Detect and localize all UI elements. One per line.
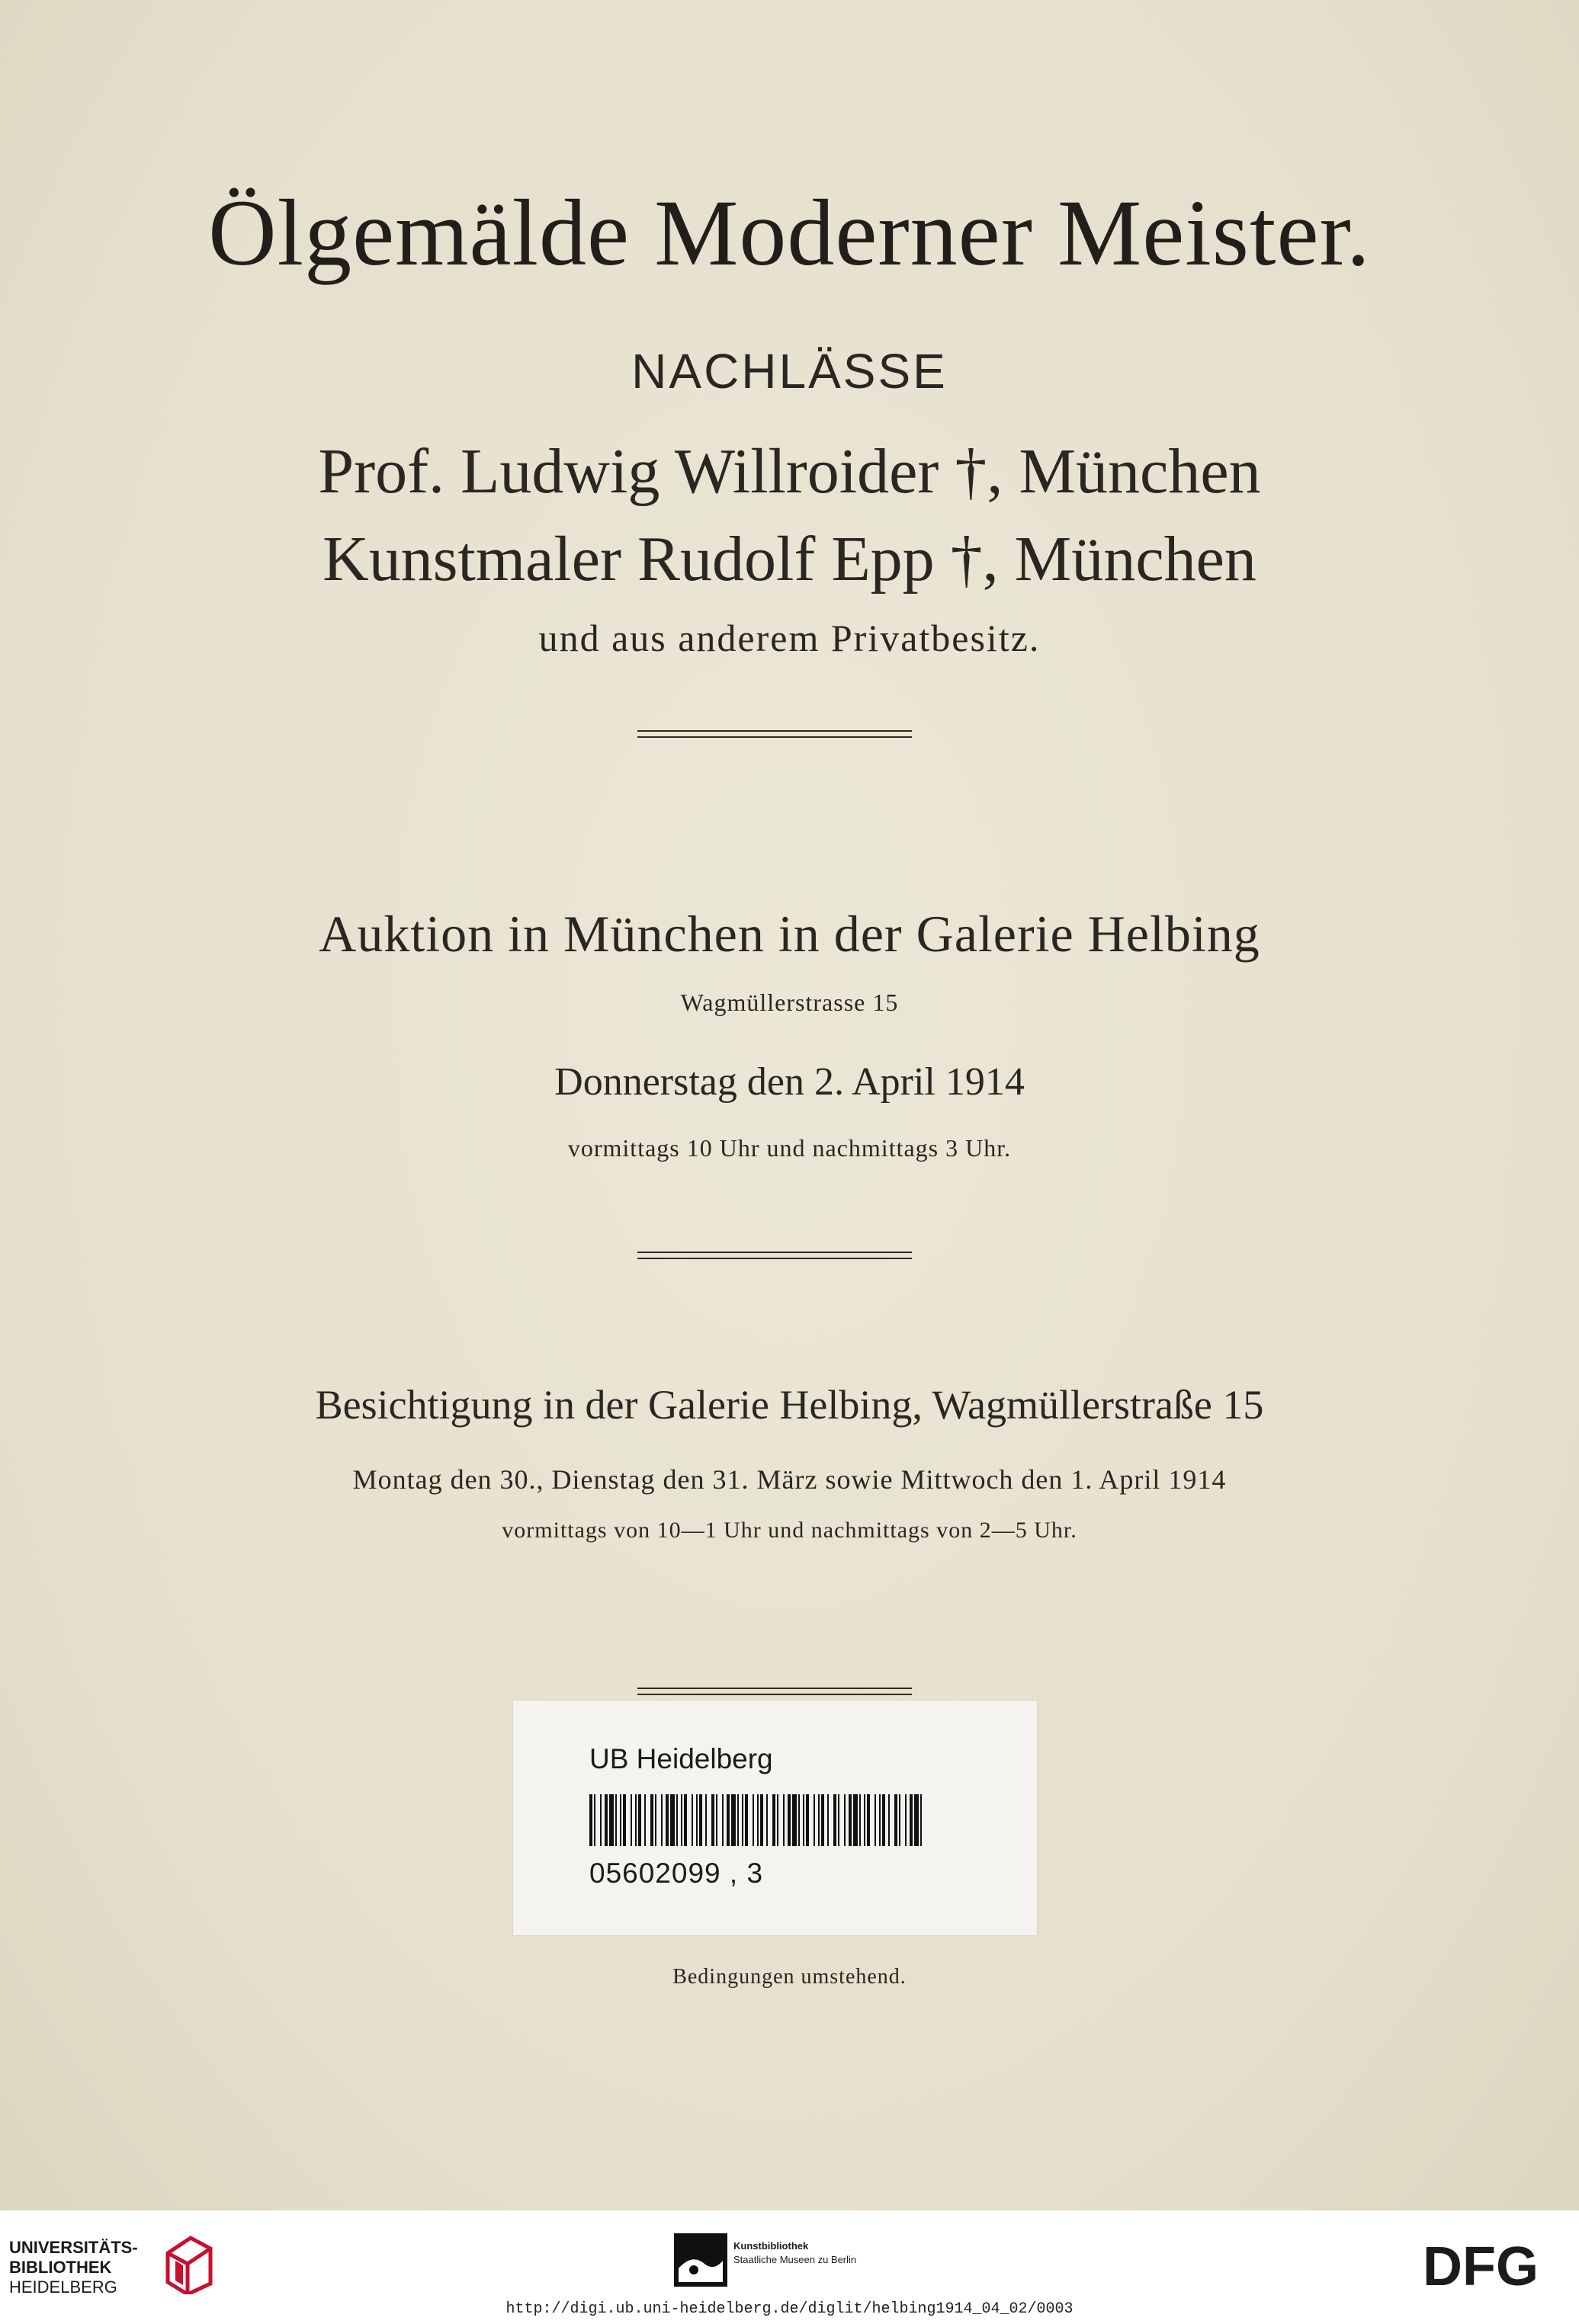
- barcode-bar: [692, 1794, 693, 1846]
- barcode-bar: [792, 1794, 797, 1846]
- barcode-bar: [888, 1794, 890, 1846]
- barcode-bar: [864, 1794, 865, 1846]
- other-sources-line: und aus anderem Privatbesitz.: [538, 617, 1041, 659]
- barcode-bar: [644, 1794, 646, 1846]
- barcode-bar: [821, 1794, 824, 1846]
- barcode-bar: [859, 1794, 861, 1846]
- double-rule-divider: [637, 1688, 912, 1698]
- barcode-bar: [650, 1794, 653, 1846]
- barcode-bar: [716, 1794, 717, 1846]
- barcode-bar: [844, 1794, 846, 1846]
- barcode-bar: [745, 1794, 748, 1846]
- viewing-times: vormittags von 10—1 Uhr und nachmittags von 2—5 Uhr.: [502, 1518, 1077, 1543]
- barcode-bar: [742, 1794, 743, 1846]
- barcode-bar: [722, 1794, 724, 1846]
- barcode-bar: [849, 1794, 852, 1846]
- kb-line-2: Staatliche Museen zu Berlin: [733, 2254, 857, 2265]
- conditions-note: Bedingungen umstehend.: [672, 1965, 907, 1989]
- catalog-subtitle: NACHLÄSSE: [631, 344, 948, 399]
- double-rule-divider: [637, 1252, 912, 1262]
- barcode-bar: [757, 1794, 759, 1846]
- kunstbibliothek-wordmark: [733, 2239, 856, 2267]
- barcode-bar: [803, 1794, 804, 1846]
- barcode-bar: [681, 1794, 682, 1846]
- barcode-bar: [894, 1794, 897, 1846]
- barcode-bar: [699, 1794, 702, 1846]
- auction-date: Donnerstag den 2. April 1914: [554, 1060, 1025, 1104]
- ub-line-3: HEIDELBERG: [9, 2278, 117, 2297]
- library-name: UB Heidelberg: [589, 1743, 773, 1774]
- barcode-bar: [731, 1794, 736, 1846]
- barcode-bar: [760, 1794, 763, 1846]
- barcode-bar: [772, 1794, 775, 1846]
- barcode-bar: [875, 1794, 876, 1846]
- viewing-days: Montag den 30., Dienstag den 31. März sowie Mittwoch den 1. April 1914: [352, 1464, 1227, 1495]
- barcode-bar: [788, 1794, 791, 1846]
- auction-heading: Auktion in München in der Galerie Helbing: [319, 905, 1260, 963]
- barcode-icon: [589, 1794, 923, 1846]
- barcode-bar: [711, 1794, 714, 1846]
- dfg-label: DFG: [1423, 2241, 1539, 2291]
- barcode-bar: [914, 1794, 919, 1846]
- barcode-bar: [631, 1794, 632, 1846]
- barcode-bar: [806, 1794, 809, 1846]
- barcode-bar: [615, 1794, 617, 1846]
- permalink-url[interactable]: http://digi.ub.uni-heidelberg.de/diglit/helbing1914_04_02/0003: [505, 2300, 1074, 2318]
- shelf-number: 05602099 , 3: [589, 1858, 764, 1889]
- barcode-bar: [798, 1794, 800, 1846]
- barcode-bar: [827, 1794, 829, 1846]
- barcode-bar: [705, 1794, 707, 1846]
- barcode-bar: [727, 1794, 730, 1846]
- barcode-bar: [853, 1794, 858, 1846]
- ub-line-2: BIBLIOTHEK: [9, 2258, 112, 2277]
- barcode-bar: [609, 1794, 614, 1846]
- barcode-bar: [600, 1794, 602, 1846]
- barcode-bar: [838, 1794, 839, 1846]
- barcode-bar: [605, 1794, 608, 1846]
- barcode-bar: [910, 1794, 913, 1846]
- barcode-bar: [879, 1794, 881, 1846]
- footer-bar: [0, 2210, 1579, 2324]
- barcode-bar: [623, 1794, 626, 1846]
- ub-heidelberg-wordmark: [9, 2238, 138, 2297]
- auction-address: Wagmüllerstrasse 15: [680, 989, 899, 1016]
- barcode-bar: [920, 1794, 922, 1846]
- barcode-bar: [867, 1794, 870, 1846]
- barcode-bar: [666, 1794, 669, 1846]
- auction-time: vormittags 10 Uhr und nachmittags 3 Uhr.: [567, 1134, 1012, 1162]
- barcode-bar: [589, 1794, 592, 1846]
- barcode-bar: [635, 1794, 637, 1846]
- barcode-bar: [620, 1794, 621, 1846]
- estate-line-1: Prof. Ludwig Willroider †, München: [318, 436, 1261, 507]
- barcode-bar: [882, 1794, 885, 1846]
- barcode-bar: [684, 1794, 687, 1846]
- barcode-bar: [638, 1794, 641, 1846]
- estate-line-2: Kunstmaler Rudolf Epp †, München: [323, 524, 1256, 595]
- ub-line-1: UNIVERSITÄTS-: [9, 2238, 138, 2257]
- kb-line-1: Kunstbibliothek: [733, 2240, 809, 2252]
- barcode-bar: [696, 1794, 698, 1846]
- barcode-bar: [594, 1794, 595, 1846]
- catalog-title: Ölgemälde Moderner Meister.: [208, 181, 1371, 285]
- library-barcode-label: [513, 1701, 1037, 1935]
- barcode-bar: [814, 1794, 815, 1846]
- barcode-bar: [905, 1794, 907, 1846]
- barcode-bar: [783, 1794, 785, 1846]
- barcode-bar: [661, 1794, 663, 1846]
- barcode-bar: [766, 1794, 768, 1846]
- double-rule-divider: [637, 730, 912, 741]
- ub-heidelberg-logo-icon: [160, 2230, 217, 2294]
- kunstbibliothek-logo-icon: [674, 2233, 727, 2287]
- barcode-bar: [655, 1794, 656, 1846]
- barcode-bar: [777, 1794, 778, 1846]
- viewing-heading: Besichtigung in der Galerie Helbing, Wagmüllerstraße 15: [315, 1382, 1264, 1428]
- barcode-bar: [737, 1794, 739, 1846]
- dfg-logo-icon: [1404, 2241, 1557, 2291]
- barcode-bar: [818, 1794, 820, 1846]
- barcode-bar: [899, 1794, 900, 1846]
- barcode-bar: [670, 1794, 675, 1846]
- barcode-bar: [833, 1794, 836, 1846]
- barcode-bar: [676, 1794, 678, 1846]
- barcode-bar: [753, 1794, 754, 1846]
